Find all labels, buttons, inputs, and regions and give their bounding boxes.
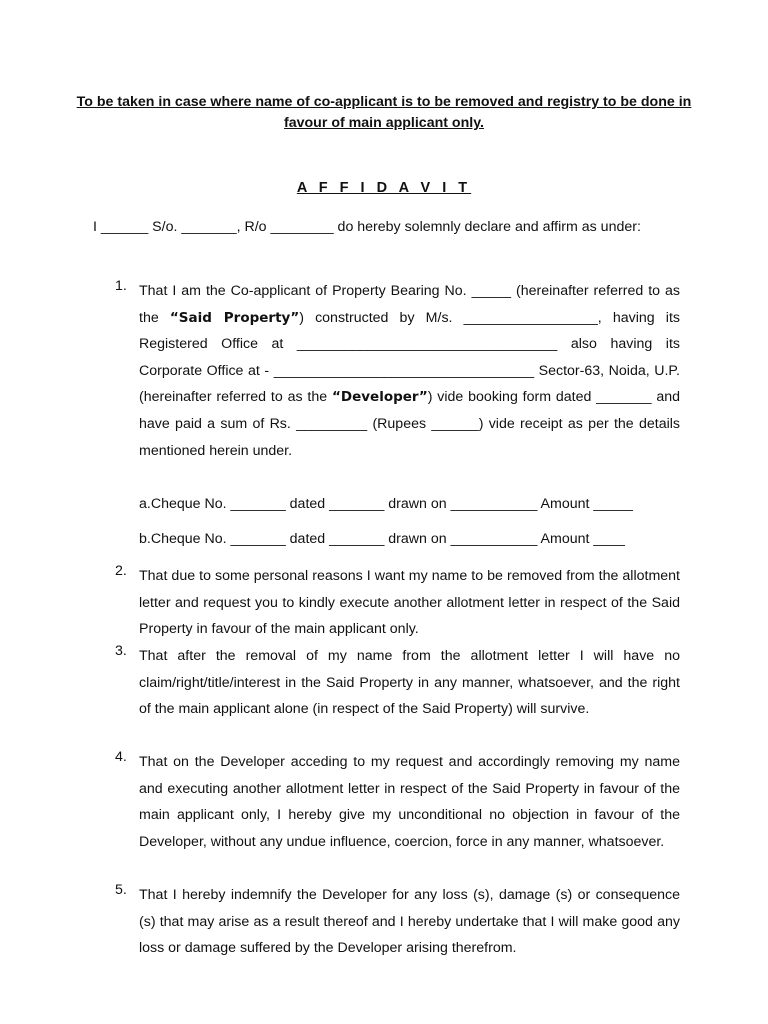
cheque-line-b: b.Cheque No. _______ dated _______ drawn on ___________ Amount ____: [139, 531, 625, 547]
cheque-line-a: a.Cheque No. _______ dated _______ drawn on ___________ Amount _____: [139, 496, 633, 512]
clause-number: 3.: [115, 643, 127, 659]
clause-5: [115, 882, 680, 989]
clause-2: [115, 563, 680, 643]
clause-text-part: ) constructed by M/s. _________________, having its Registered Office at _________________________________ also having its Corporate Office at - _________________________________ Sector-63, Noida, U.P. (hereinafter referred to as the: [139, 309, 680, 406]
clause-3: [115, 643, 680, 750]
clause-text: That on the Developer acceding to my request and accordingly removing my name and executing another allotment letter in respect of the Said Property in favour of the main applicant only, I hereby give my unconditional no objection in favour of the Developer, without any undue influence, coercion, force in any manner, whatsoever.: [139, 754, 680, 850]
clause-text-part: ) vide booking form dated _______ and have paid a sum of Rs. _________ (Rupees ______) vide receipt as per the details mentioned herein under.: [139, 389, 680, 459]
intro-paragraph: I ______ S/o. _______, R/o ________ do hereby solemnly declare and affirm as under:: [93, 219, 641, 235]
clause-text: That due to some personal reasons I want my name to be removed from the allotment letter and request you to kindly execute another allotment letter in respect of the Said Property in favour of the main applicant only.: [139, 568, 680, 638]
clause-number: 5.: [115, 882, 127, 898]
document-title: A F F I D A V I T: [296, 180, 472, 196]
clause-number: 1.: [115, 278, 127, 294]
clause-1: [115, 278, 680, 488]
said-property-term: “Said Property”: [169, 309, 300, 326]
clause-4: [115, 749, 680, 883]
clause-text: That after the removal of my name from the allotment letter I will have no claim/right/title/interest in the Said Property in any manner, whatsoever, and the right of the main applicant alone (in respect of the Said Property) will survive.: [139, 648, 680, 718]
clause-text: That I hereby indemnify the Developer for any loss (s), damage (s) or consequence (s) that may arise as a result thereof and I hereby undertake that I will make good any loss or damage suffered by the Developer arising therefrom.: [139, 887, 680, 957]
document-heading: To be taken in case where name of co-applicant is to be removed and registry to be done in favour of main applicant only.: [76, 94, 692, 131]
clause-number: 4.: [115, 749, 127, 765]
clause-text: [139, 278, 680, 464]
clause-number: 2.: [115, 563, 127, 579]
developer-term: “Developer”: [332, 389, 428, 406]
clause-text-part: That I am the Co-applicant of Property Bearing No. _____ (hereinafter referred to as the: [139, 283, 680, 326]
